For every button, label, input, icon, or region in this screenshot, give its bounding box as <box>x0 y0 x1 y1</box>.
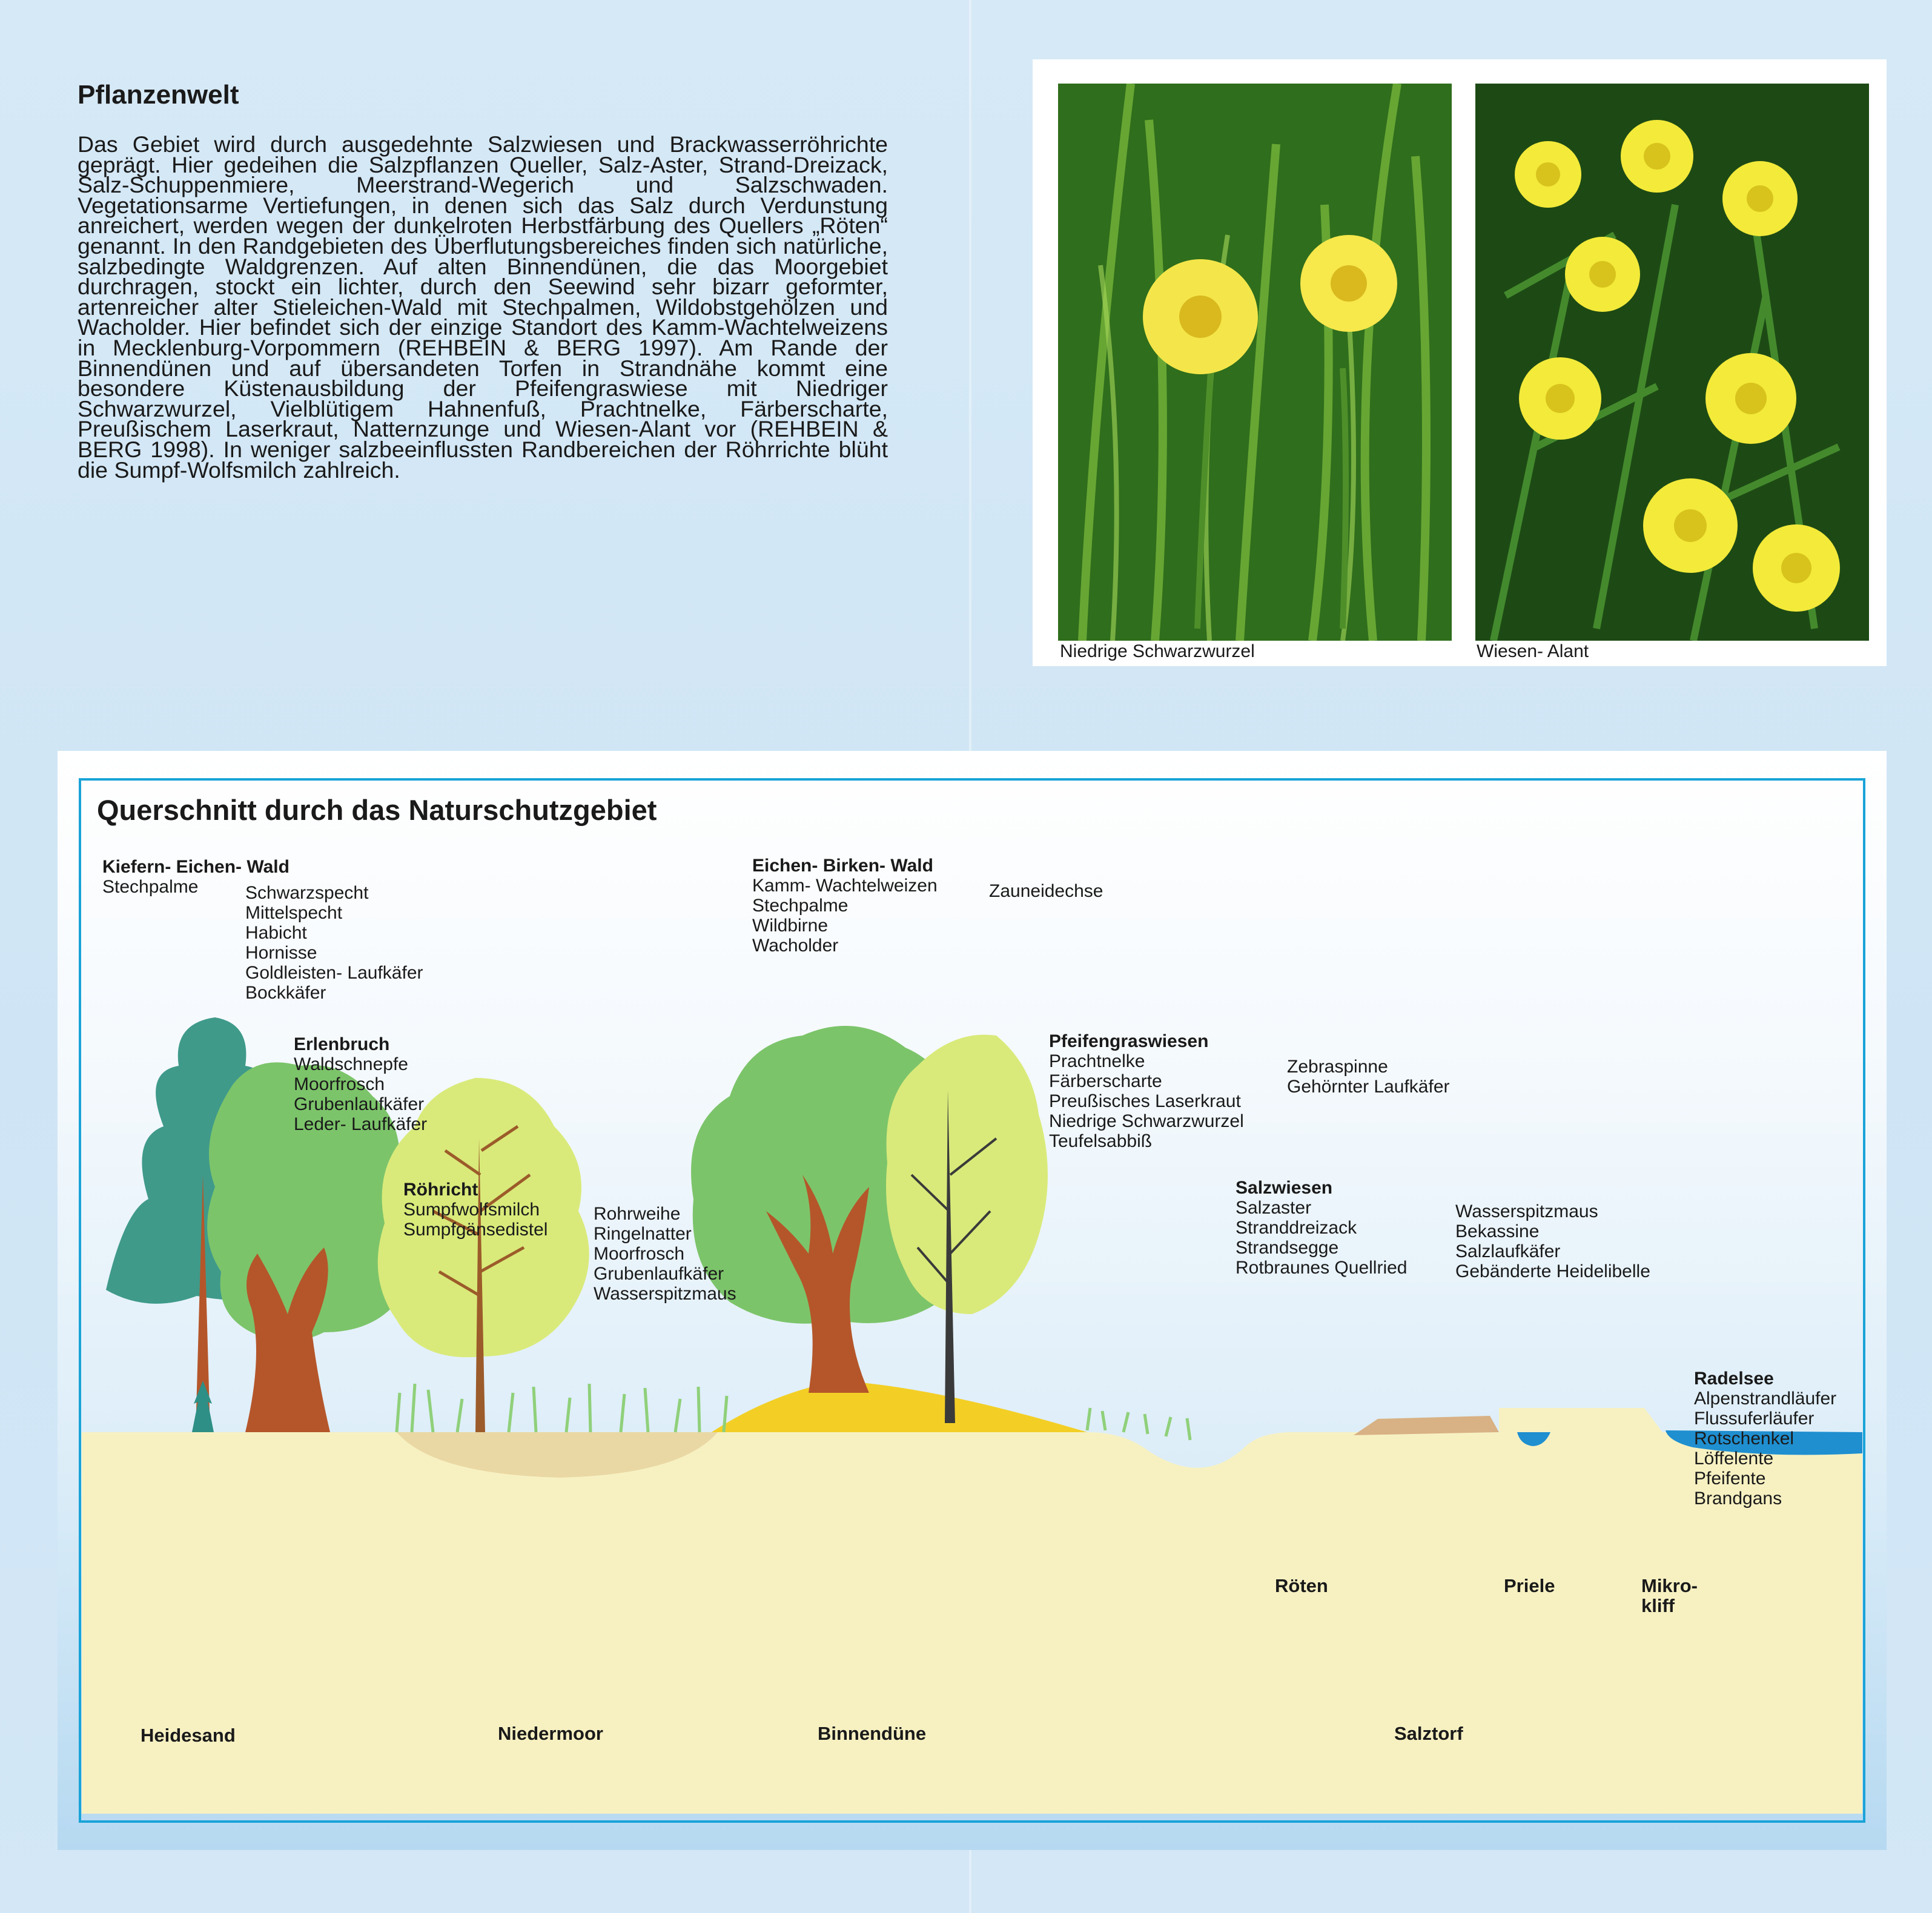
habitat-heading: Kiefern- Eichen- Wald <box>102 857 289 877</box>
habitat-salzwiesen <box>1236 1178 1408 1278</box>
animal-item: Zauneidechse <box>989 881 1103 901</box>
animal-item: Goldleisten- Laufkäfer <box>245 963 423 983</box>
animal-item: Flussuferläufer <box>1694 1409 1815 1429</box>
animal-item: Moorfrosch <box>594 1244 685 1264</box>
animal-item: Leder- Laufkäfer <box>294 1114 428 1134</box>
animal-item: Wasserspitzmaus <box>594 1284 736 1304</box>
animal-item: Wasserspitzmaus <box>1455 1201 1598 1221</box>
plant-item: Kamm- Wachtelweizen <box>752 876 938 896</box>
plant-item: Stechpalme <box>102 877 199 897</box>
plant-item: Teufelsabbiß <box>1049 1131 1153 1151</box>
plant-item: Stranddreizack <box>1236 1218 1357 1238</box>
animal-item: Schwarzspecht <box>245 883 369 903</box>
animal-item: Mittelspecht <box>245 903 343 923</box>
plant-item: Salzaster <box>1236 1198 1312 1218</box>
label-roeten: Röten <box>1275 1575 1328 1596</box>
animal-item: Bekassine <box>1455 1221 1540 1241</box>
plant-item: Wildbirne <box>752 916 829 936</box>
animal-item: Gehörnter Laufkäfer <box>1287 1077 1450 1097</box>
habitat-roehricht <box>403 1180 548 1240</box>
plant-item: Stechpalme <box>752 896 849 916</box>
terrain-salztorf: Salztorf <box>1394 1723 1463 1744</box>
habitat-eichen-birken-wald <box>752 856 938 956</box>
plant-item: Strandsegge <box>1236 1238 1339 1258</box>
animal-item: Bockkäfer <box>245 983 326 1003</box>
label-priele: Priele <box>1504 1575 1555 1596</box>
plant-item: Sumpfgänsedistel <box>403 1220 548 1240</box>
plant-item: Sumpfwolfsmilch <box>403 1200 540 1220</box>
habitat-heading: Erlenbruch <box>294 1034 390 1054</box>
animal-item: Salzlaufkäfer <box>1455 1241 1561 1261</box>
habitat-radelsee <box>1694 1369 1836 1508</box>
habitat-heading: Eichen- Birken- Wald <box>752 856 933 876</box>
habitat-heading: Röhricht <box>403 1180 478 1200</box>
plant-item: Niedrige Schwarzwurzel <box>1049 1111 1244 1131</box>
animal-item: Rotschenkel <box>1694 1429 1795 1449</box>
animal-item: Ringelnatter <box>594 1224 692 1244</box>
habitat-erlenbruch <box>294 1034 427 1134</box>
animals-roehricht <box>594 1204 736 1304</box>
plants-body-text: Das Gebiet wird durch ausgedehnte Salzwiesen und Brackwasserröhrichte geprägt. Hier gedeihen die Salzpflanzen Queller, Salz-Aster, Strand-Dreizack, Salz-Schuppenmiere, Meerstrand-Wegerich und Salzschwaden. Vegetationsarme Vertiefungen, in denen sich das Salz durch Verdunstung anreichert, werden wegen der dunkelroten Herbstfärbung des Quellers „Röten“ genannt. In den Randgebieten des Überflutungsbereiches finden sich natürliche, salzbedingte Waldgrenzen. Auf alten Binnendünen, die das Moorgebiet durchragen, stockt ein lichter, durch den Seewind sehr bizarr geformter, artenreicher alter Stieleichen-Wald mit Stechpalmen, Wildobstgehölzen und Wacholder. Hier befindet sich der einzige Standort des Kamm-Wachtelweizens in Mecklenburg-Vorpommern (REHBEIN & BERG 1997). Am Rande der Binnendünen und auf übersandeten Torfen in Strandnähe kommt eine besondere Küstenausbildung der Pfeifengraswiese mit Niedriger Schwarzwurzel, Vielblütigem Hahnenfuß, Prachtnelke, Färberscharte, Preußischem Laserkraut, Natternzunge und Wiesen-Alant vor (REHBEIN & BERG 1998). In weniger salzbeeinflussten Randbereichen der Röhrrichte blüht die Sumpf-Wolfsmilch zahlreich. <box>78 131 888 483</box>
animal-item: Hornisse <box>245 943 317 963</box>
label-mikrokliff-line1: Mikro- <box>1641 1575 1698 1596</box>
animal-item: Rohrweihe <box>594 1204 681 1224</box>
plant-item: Färberscharte <box>1049 1071 1162 1091</box>
animal-item: Moorfrosch <box>294 1074 385 1094</box>
animal-item: Alpenstrandläufer <box>1694 1389 1837 1409</box>
label-mikrokliff <box>1641 1576 1698 1616</box>
plant-item: Preußisches Laserkraut <box>1049 1091 1241 1111</box>
habitat-pfeifengraswiesen <box>1049 1031 1244 1151</box>
photo-caption-schwarzwurzel: Niedrige Schwarzwurzel <box>1060 641 1255 661</box>
terrain-niedermoor: Niedermoor <box>498 1723 603 1744</box>
animals-pfeifengraswiesen <box>1287 1057 1450 1097</box>
photo-wiesen-alant <box>1475 84 1869 641</box>
animal-item: Grubenlaufkäfer <box>594 1264 724 1284</box>
animal-item: Pfeifente <box>1694 1469 1766 1488</box>
terrain-binnenduene: Binnendüne <box>818 1723 927 1744</box>
animal-item: Löffelente <box>1694 1449 1774 1469</box>
section-title-plants: Pflanzenwelt <box>78 80 239 110</box>
animals-eichen-birken-wald <box>989 881 1103 901</box>
habitat-heading: Pfeifengraswiesen <box>1049 1031 1209 1051</box>
photo-panel <box>1033 59 1887 666</box>
photo-caption-wiesen-alant: Wiesen- Alant <box>1477 641 1589 661</box>
cross-section-title: Querschnitt durch das Naturschutzgebiet <box>97 794 657 826</box>
animal-item: Habicht <box>245 923 307 943</box>
terrain-heidesand: Heidesand <box>141 1725 236 1746</box>
animal-item: Gebänderte Heidelibelle <box>1455 1261 1650 1281</box>
animals-salzwiesen <box>1455 1201 1650 1281</box>
photo-niedrige-schwarzwurzel <box>1058 84 1452 641</box>
plant-item: Prachtnelke <box>1049 1051 1145 1071</box>
plant-item: Rotbraunes Quellried <box>1236 1258 1408 1278</box>
animal-item: Grubenlaufkäfer <box>294 1094 425 1114</box>
habitat-heading: Salzwiesen <box>1236 1178 1333 1198</box>
plant-item: Wacholder <box>752 936 839 956</box>
label-mikrokliff-line2: kliff <box>1641 1595 1675 1616</box>
animals-kiefern-eichen-wald <box>245 883 423 1003</box>
animal-item: Waldschnepfe <box>294 1054 408 1074</box>
animal-item: Brandgans <box>1694 1488 1782 1508</box>
habitat-heading: Radelsee <box>1694 1369 1774 1389</box>
animal-item: Zebraspinne <box>1287 1057 1388 1077</box>
